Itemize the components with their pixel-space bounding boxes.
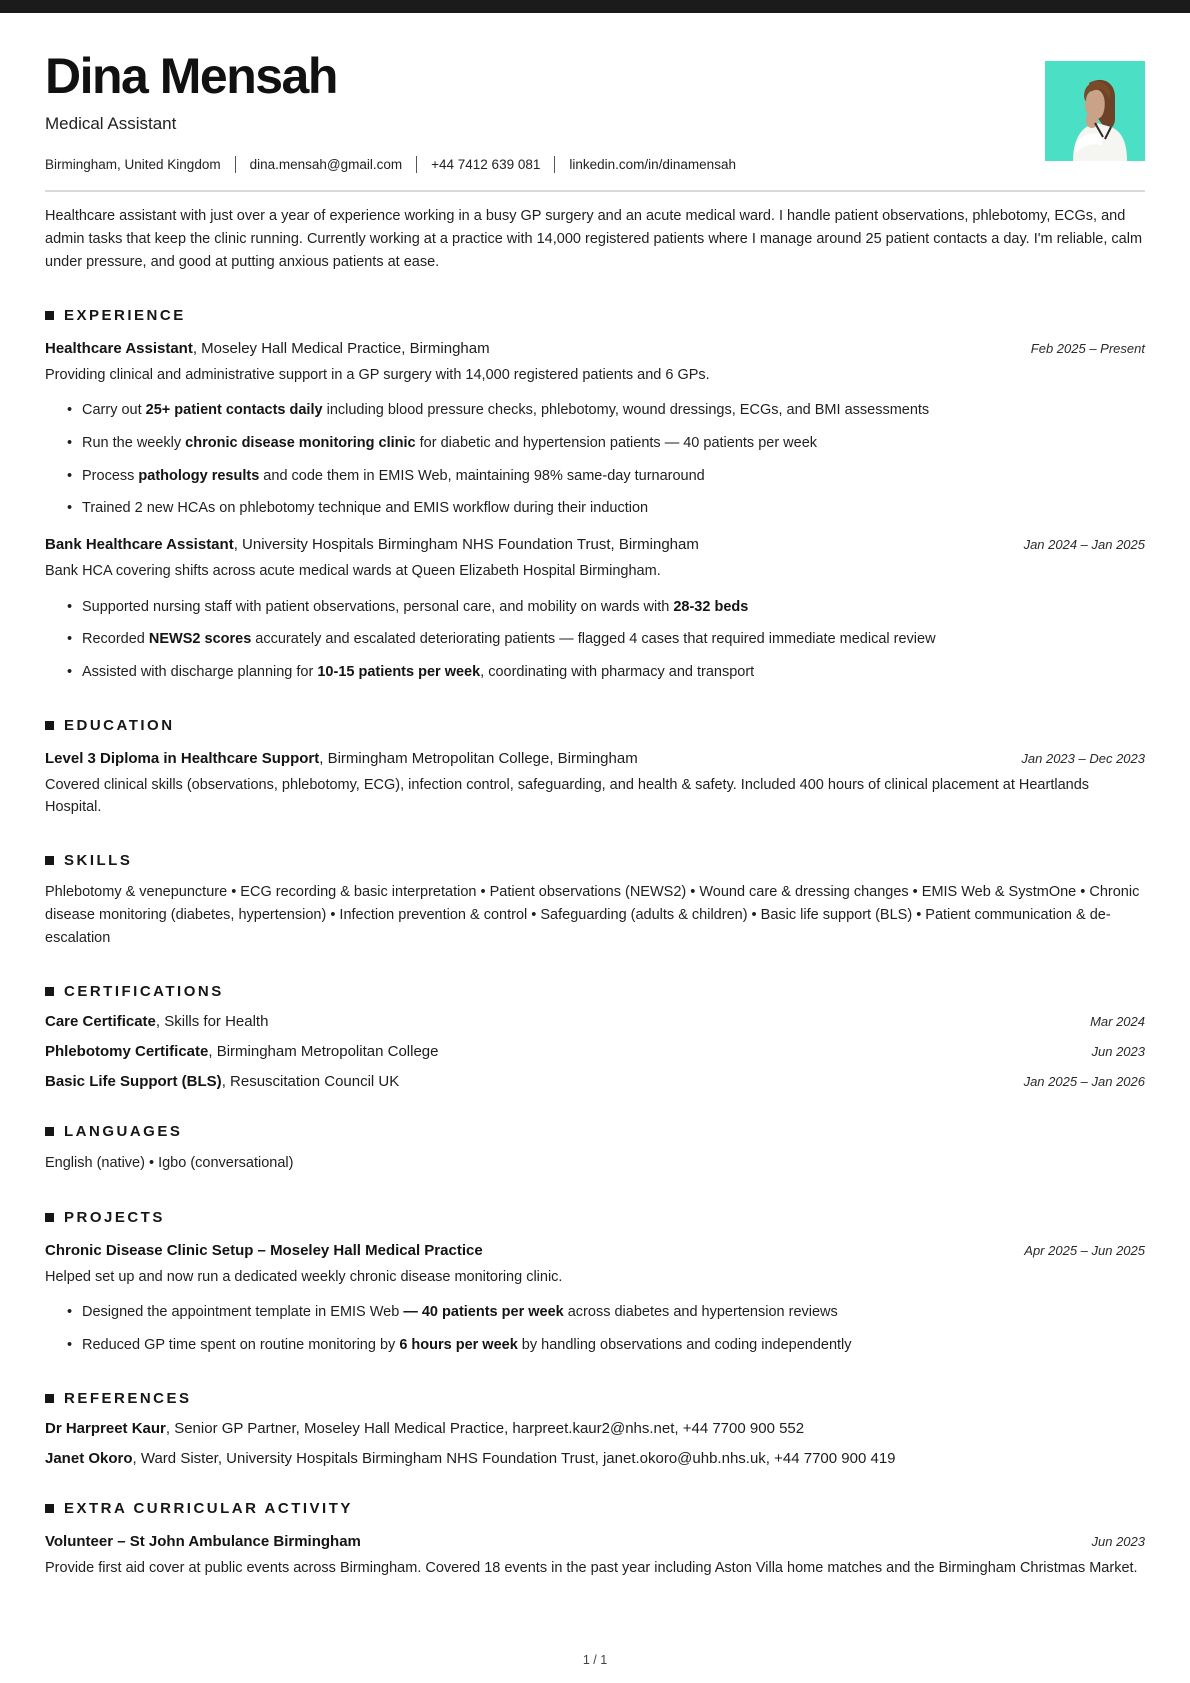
entry-header xyxy=(45,1242,1145,1259)
section-bullet-marker xyxy=(45,1394,54,1403)
section-experience xyxy=(45,307,1145,684)
section-bullet-marker xyxy=(45,1504,54,1513)
entry-date: Feb 2025 – Present xyxy=(1030,340,1145,356)
project-name: Chronic Disease Clinic Setup – Moseley Hall Medical Practice xyxy=(45,1241,483,1259)
entry-degree: Level 3 Diploma in Healthcare Support xyxy=(45,749,320,767)
section-heading-label: EXTRA CURRICULAR ACTIVITY xyxy=(64,1499,353,1517)
reference-row xyxy=(45,1420,1145,1437)
reference-name: Janet Okoro xyxy=(45,1449,133,1467)
section-heading-certifications xyxy=(45,983,1145,1000)
reference-name: Dr Harpreet Kaur xyxy=(45,1419,166,1437)
section-certifications xyxy=(45,983,1145,1090)
entry-bullet-list xyxy=(45,400,1145,520)
bullet-item: • Trained 2 new HCAs on phlebotomy technique and EMIS workflow during their induction xyxy=(45,498,1145,520)
section-bullet-marker xyxy=(45,1213,54,1222)
entry-date: Jan 2024 – Jan 2025 xyxy=(1023,537,1145,553)
project-title xyxy=(45,1242,483,1259)
certification-row xyxy=(45,1073,1145,1090)
reference-row xyxy=(45,1450,1145,1467)
contact-linkedin: linkedin.com/in/dinamensah xyxy=(569,157,736,172)
experience-entry xyxy=(45,340,1145,520)
experience-entry xyxy=(45,536,1145,684)
certification-row xyxy=(45,1043,1145,1060)
entry-summary: Providing clinical and administrative support in a GP surgery with 14,000 registered patients and 6 GPs. xyxy=(45,366,710,383)
certification-date: Jun 2023 xyxy=(1091,1044,1145,1060)
entry-summary: Bank HCA covering shifts across acute medical wards at Queen Elizabeth Hospital Birmingham. xyxy=(45,563,661,580)
entry-title xyxy=(45,750,638,767)
section-heading-label: SKILLS xyxy=(64,851,133,869)
entry-header xyxy=(45,340,1145,357)
section-bullet-marker xyxy=(45,856,54,865)
skills-list: Phlebotomy & venepuncture • ECG recording & basic interpretation • Patient observations (NEWS2) • Wound care & dressing changes • EMIS Web & SystmOne • Chronic disease monitoring (diabetes, hypertension) • Infection prevention & control • Safeguarding (adults & children) • Basic life support (BLS) • Patient communication & de-escalation xyxy=(45,883,1140,947)
project-summary: Helped set up and now run a dedicated weekly chronic disease monitoring clinic. xyxy=(45,1268,563,1285)
bullet-item: • Reduced GP time spent on routine monitoring by 6 hours per week by handling observations and coding independently xyxy=(45,1335,1145,1357)
certification-name: Care Certificate xyxy=(45,1013,156,1031)
section-education xyxy=(45,717,1145,819)
bullet-item: • Assisted with discharge planning for 10-15 patients per week, coordinating with pharmacy and transport xyxy=(45,662,1145,684)
section-extra-curricular xyxy=(45,1500,1145,1579)
entry-summary: Covered clinical skills (observations, phlebotomy, ECG), infection control, safeguarding, and health & safety. Included 400 hours of clinical placement at Heartlands Hospital. xyxy=(45,776,1090,816)
section-heading-experience xyxy=(45,307,1145,324)
section-heading-label: PROJECTS xyxy=(64,1208,165,1226)
person-job-title: Medical Assistant xyxy=(45,114,177,133)
section-heading-education xyxy=(45,717,1145,734)
person-name: Dina Mensah xyxy=(45,48,337,104)
entry-org: , University Hospitals Birmingham NHS Foundation Trust, Birmingham xyxy=(233,536,699,554)
professional-summary: Healthcare assistant with just over a year of experience working in a busy GP surgery and an acute medical ward. I handle patient observations, phlebotomy, ECGs, and admin tasks that keep the clinic running. Currently working at a practice with 14,000 registered patients where I manage around 25 patient contacts a day. I'm reliable, calm under pressure, and good at putting anxious patients at ease. xyxy=(45,208,1143,270)
bullet-item: • Designed the appointment template in EMIS Web — 40 patients per week across diabetes and hypertension reviews xyxy=(45,1302,1145,1324)
project-date: Apr 2025 – Jun 2025 xyxy=(1024,1242,1145,1258)
project-entry xyxy=(45,1242,1145,1357)
activity-title xyxy=(45,1533,361,1550)
reference-entry xyxy=(45,1420,804,1437)
bullet-item: • Recorded NEWS2 scores accurately and escalated deteriorating patients — flagged 4 cases that required immediate medical review xyxy=(45,629,1145,651)
certification-name: Phlebotomy Certificate xyxy=(45,1043,209,1061)
section-heading-label: REFERENCES xyxy=(64,1389,192,1407)
entry-org: , Birmingham Metropolitan College, Birmingham xyxy=(319,749,638,767)
page-number: 1 / 1 xyxy=(582,1653,608,1667)
bullet-item: • Supported nursing staff with patient observations, personal care, and mobility on wards with 28-32 beds xyxy=(45,597,1145,619)
contact-row xyxy=(45,156,1145,173)
entry-date: Jan 2023 – Dec 2023 xyxy=(1021,750,1145,766)
entry-header xyxy=(45,1533,1145,1550)
entry-role: Healthcare Assistant xyxy=(45,339,193,357)
certification-org: , Resuscitation Council UK xyxy=(221,1073,400,1091)
entry-bullet-list xyxy=(45,1302,1145,1357)
education-entry xyxy=(45,750,1145,819)
extra-curricular-entry xyxy=(45,1533,1145,1579)
entry-title xyxy=(45,536,699,553)
entry-title xyxy=(45,340,490,357)
resume-content xyxy=(0,13,1190,1579)
bullet-item: • Run the weekly chronic disease monitoring clinic for diabetic and hypertension patients — 40 patients per week xyxy=(45,433,1145,455)
section-heading-skills xyxy=(45,852,1145,869)
header-divider xyxy=(45,190,1145,192)
section-languages xyxy=(45,1123,1145,1175)
entry-org: , Moseley Hall Medical Practice, Birmingham xyxy=(192,339,490,357)
section-heading-projects xyxy=(45,1209,1145,1226)
profile-photo xyxy=(1045,61,1145,161)
section-heading-label: EXPERIENCE xyxy=(64,306,186,324)
entry-role: Bank Healthcare Assistant xyxy=(45,536,234,554)
profile-photo-illustration xyxy=(1045,61,1145,161)
section-bullet-marker xyxy=(45,311,54,320)
entry-header xyxy=(45,750,1145,767)
section-heading-extra-curricular xyxy=(45,1500,1145,1517)
certification-date: Jan 2025 – Jan 2026 xyxy=(1023,1074,1145,1090)
certification-name: Basic Life Support (BLS) xyxy=(45,1073,222,1091)
certification-org: , Birmingham Metropolitan College xyxy=(208,1043,439,1061)
contact-location: Birmingham, United Kingdom xyxy=(45,157,221,172)
languages-list: English (native) • Igbo (conversational) xyxy=(45,1155,294,1172)
section-projects xyxy=(45,1209,1145,1357)
certification-date: Mar 2024 xyxy=(1090,1014,1145,1030)
contact-separator xyxy=(235,156,236,173)
section-bullet-marker xyxy=(45,721,54,730)
certification-title xyxy=(45,1043,438,1060)
activity-summary: Provide first aid cover at public events across Birmingham. Covered 18 events in the past year including Aston Villa home matches and the Birmingham Christmas Market. xyxy=(45,1559,1138,1576)
section-skills xyxy=(45,852,1145,951)
section-bullet-marker xyxy=(45,987,54,996)
section-heading-label: EDUCATION xyxy=(64,716,175,734)
activity-date: Jun 2023 xyxy=(1091,1533,1145,1549)
certification-org: , Skills for Health xyxy=(155,1013,269,1031)
reference-details: , Senior GP Partner, Moseley Hall Medical Practice, harpreet.kaur2@nhs.net, +44 7700 900 552 xyxy=(165,1419,805,1437)
top-accent-bar xyxy=(0,0,1190,13)
reference-entry xyxy=(45,1450,896,1467)
contact-separator xyxy=(416,156,417,173)
certification-row xyxy=(45,1013,1145,1030)
contact-phone: +44 7412 639 081 xyxy=(431,157,541,172)
header xyxy=(45,13,1145,192)
bullet-item: • Carry out 25+ patient contacts daily including blood pressure checks, phlebotomy, wound dressings, ECGs, and BMI assessments xyxy=(45,400,1145,422)
contact-separator xyxy=(554,156,555,173)
certification-title xyxy=(45,1073,399,1090)
activity-name: Volunteer – St John Ambulance Birmingham xyxy=(45,1532,361,1550)
section-heading-label: CERTIFICATIONS xyxy=(64,983,224,1001)
certification-title xyxy=(45,1013,268,1030)
section-heading-label: LANGUAGES xyxy=(64,1123,183,1141)
section-heading-languages xyxy=(45,1123,1145,1140)
entry-header xyxy=(45,536,1145,553)
contact-email: dina.mensah@gmail.com xyxy=(249,157,403,172)
bullet-item: • Process pathology results and code them in EMIS Web, maintaining 98% same-day turnaround xyxy=(45,466,1145,488)
section-references xyxy=(45,1390,1145,1467)
section-bullet-marker xyxy=(45,1127,54,1136)
entry-bullet-list xyxy=(45,597,1145,684)
section-heading-references xyxy=(45,1390,1145,1407)
reference-details: , Ward Sister, University Hospitals Birmingham NHS Foundation Trust, janet.okoro@uhb.nhs.uk, +44 7700 900 419 xyxy=(132,1449,896,1467)
